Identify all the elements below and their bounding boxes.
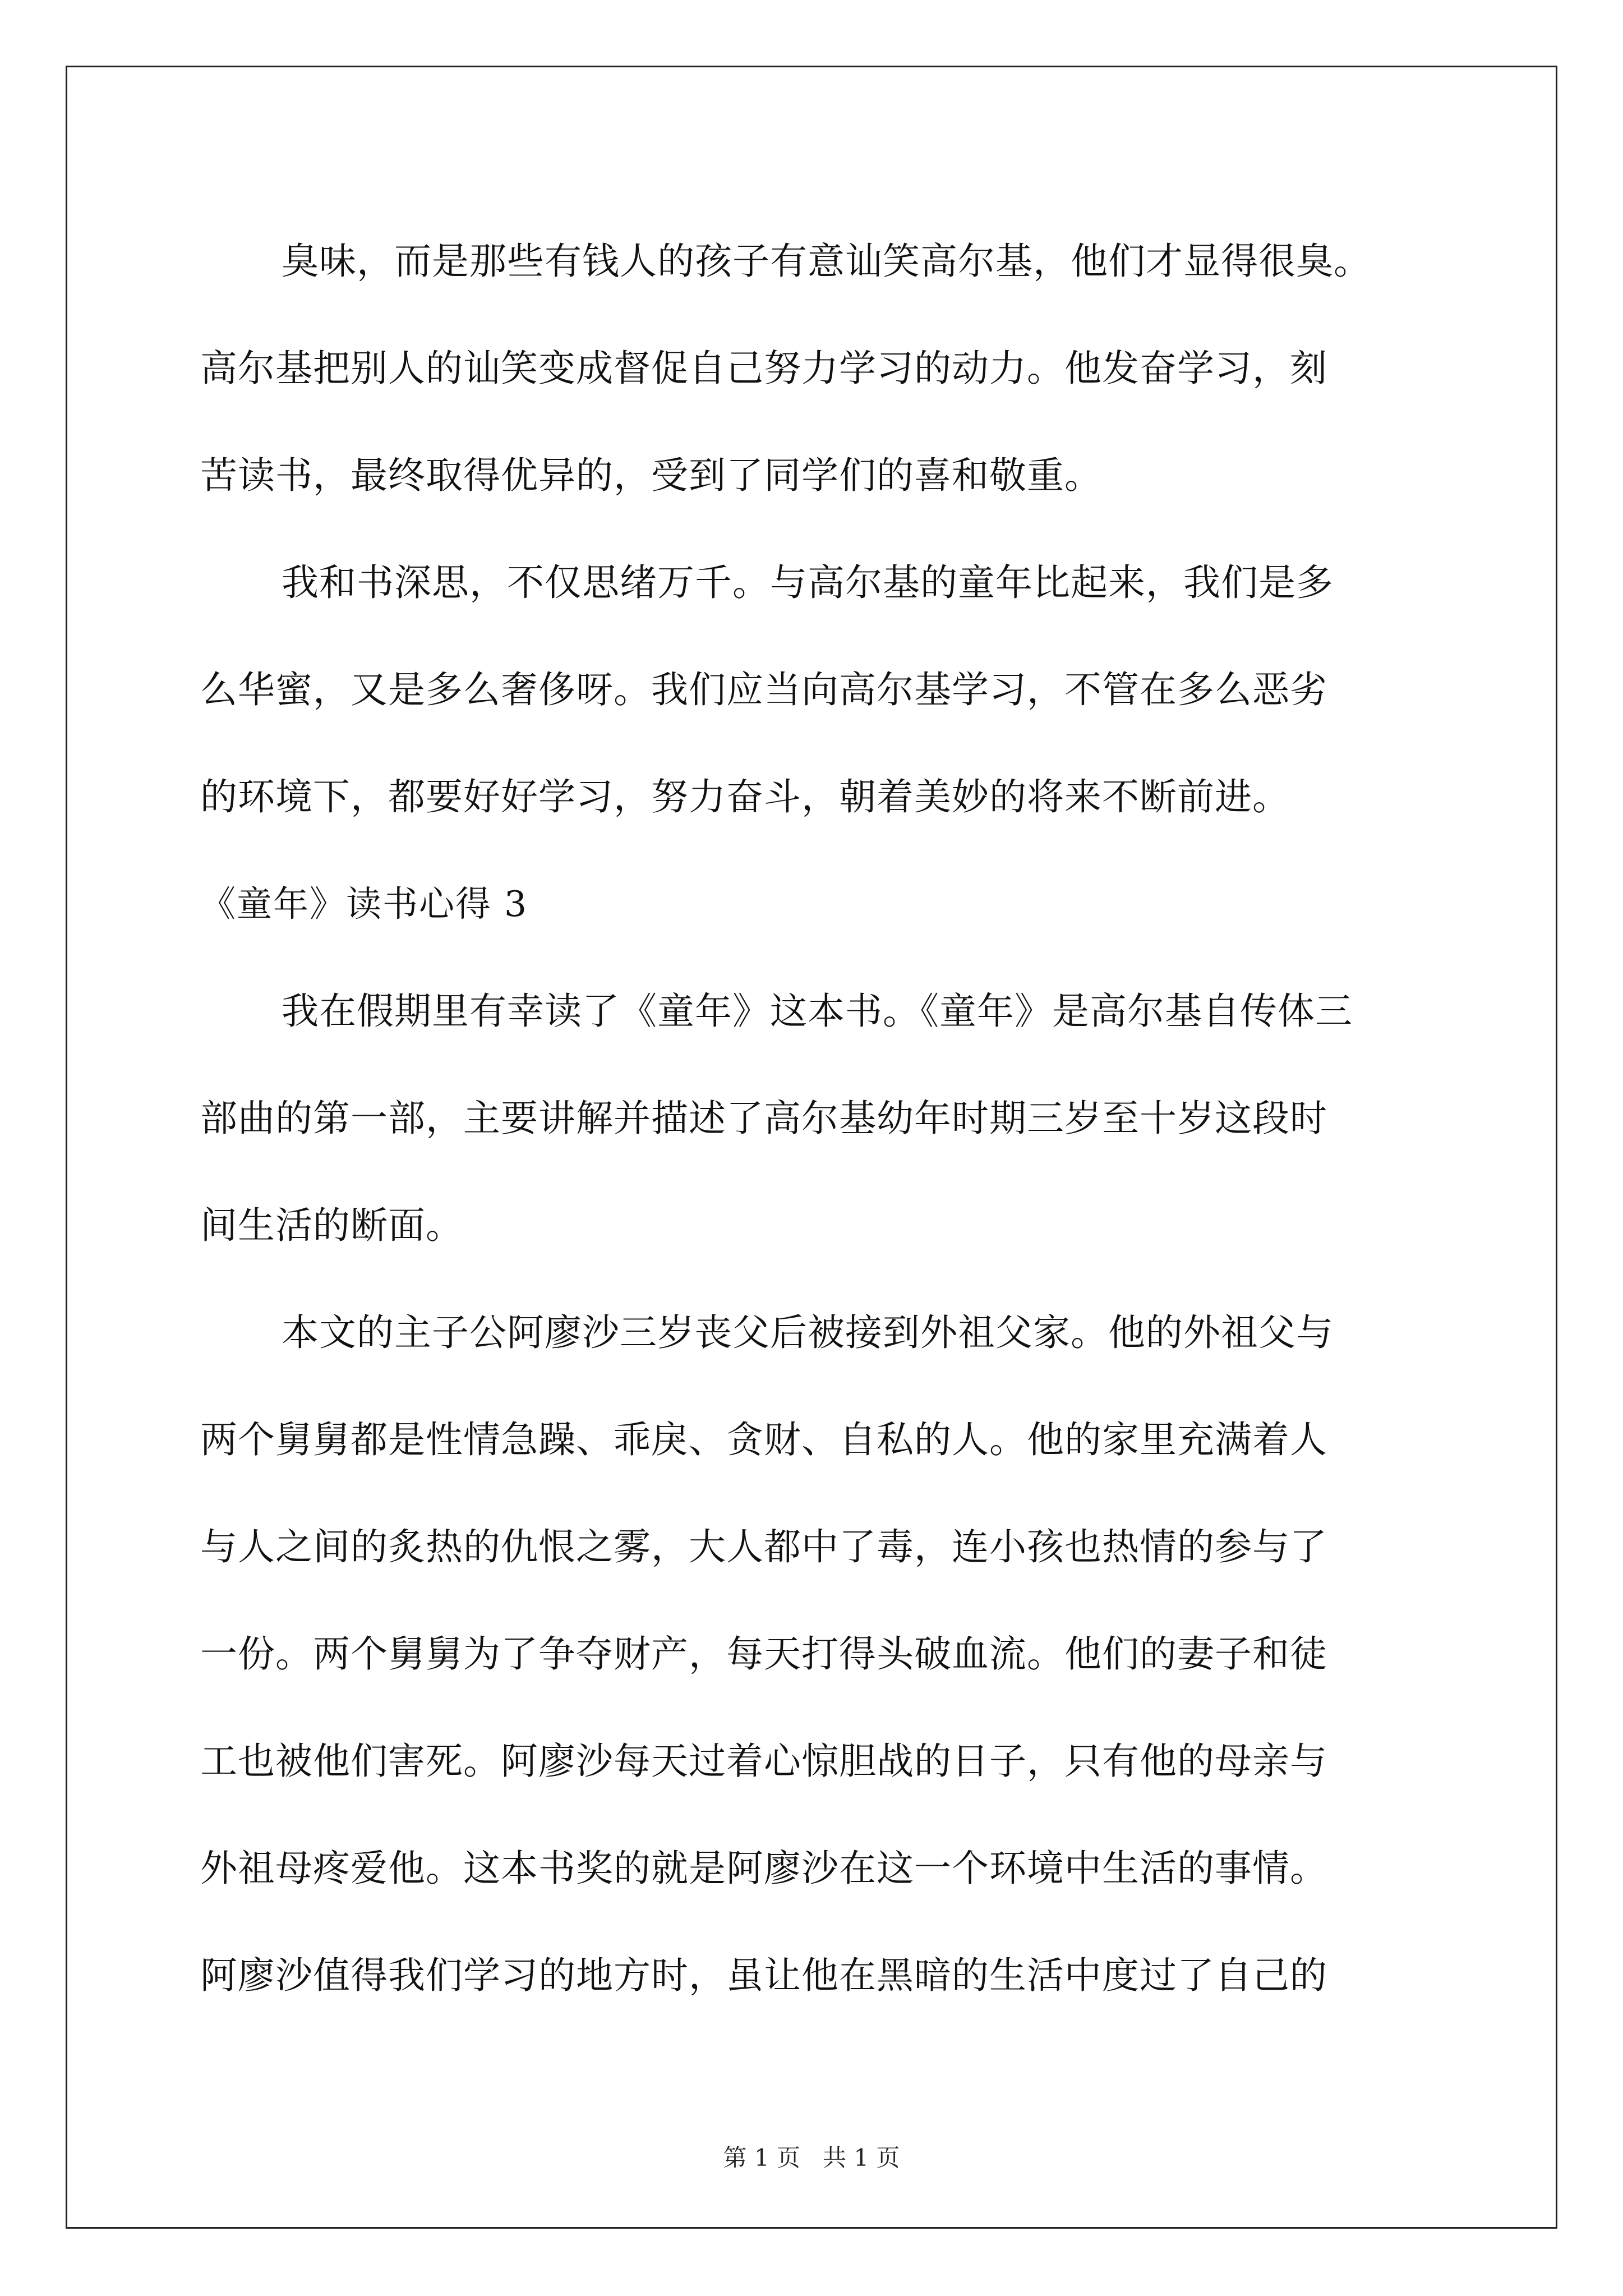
paragraph-line: 一份。两个舅舅为了争夺财产，每天打得头破血流。他们的妻子和徒 [200,1632,1327,1676]
paragraph-line: 我在假期里有幸读了《童年》这本书。《童年》是高尔基自传体三 [282,990,1353,1033]
paragraph-line: 的环境下，都要好好学习，努力奋斗，朝着美妙的将来不断前进。 [200,775,1290,818]
paragraph-line: 间生活的断面。 [200,1204,463,1247]
paragraph-line: 外祖母疼爱他。这本书奖的就是阿廖沙在这一个环境中生活的事情。 [200,1847,1327,1890]
paragraph-line: 与人之间的炙热的仇恨之雾，大人都中了毒，连小孩也热情的参与了 [200,1525,1327,1568]
paragraph-line: 么华蜜，又是多么奢侈呀。我们应当向高尔基学习，不管在多么恶劣 [200,668,1327,711]
paragraph-line: 高尔基把别人的讪笑变成督促自己努力学习的动力。他发奋学习，刻 [200,347,1327,390]
paragraph-line: 苦读书，最终取得优异的，受到了同学们的喜和敬重。 [200,454,1102,497]
paragraph-line: 本文的主子公阿廖沙三岁丧父后被接到外祖父家。他的外祖父与 [282,1311,1334,1354]
paragraph-line: 工也被他们害死。阿廖沙每天过着心惊胆战的日子，只有他的母亲与 [200,1740,1327,1783]
paragraph-line: 两个舅舅都是性情急躁、乖戾、贪财、自私的人。他的家里充满着人 [200,1418,1327,1461]
paragraph-line: 部曲的第一部，主要讲解并描述了高尔基幼年时期三岁至十岁这段时 [200,1097,1327,1140]
paragraph-line: 臭味，而是那些有钱人的孩子有意讪笑高尔基，他们才显得很臭。 [282,240,1371,283]
section-heading: 《童年》读书心得 3 [200,884,528,924]
page-number-footer: 第 1 页 共 1 页 [723,2144,900,2171]
document-body [200,208,1468,2029]
paragraph-line: 我和书深思，不仅思绪万千。与高尔基的童年比起来，我们是多 [282,561,1334,604]
paragraph-line: 阿廖沙值得我们学习的地方时，虽让他在黑暗的生活中度过了自己的 [200,1954,1327,1997]
